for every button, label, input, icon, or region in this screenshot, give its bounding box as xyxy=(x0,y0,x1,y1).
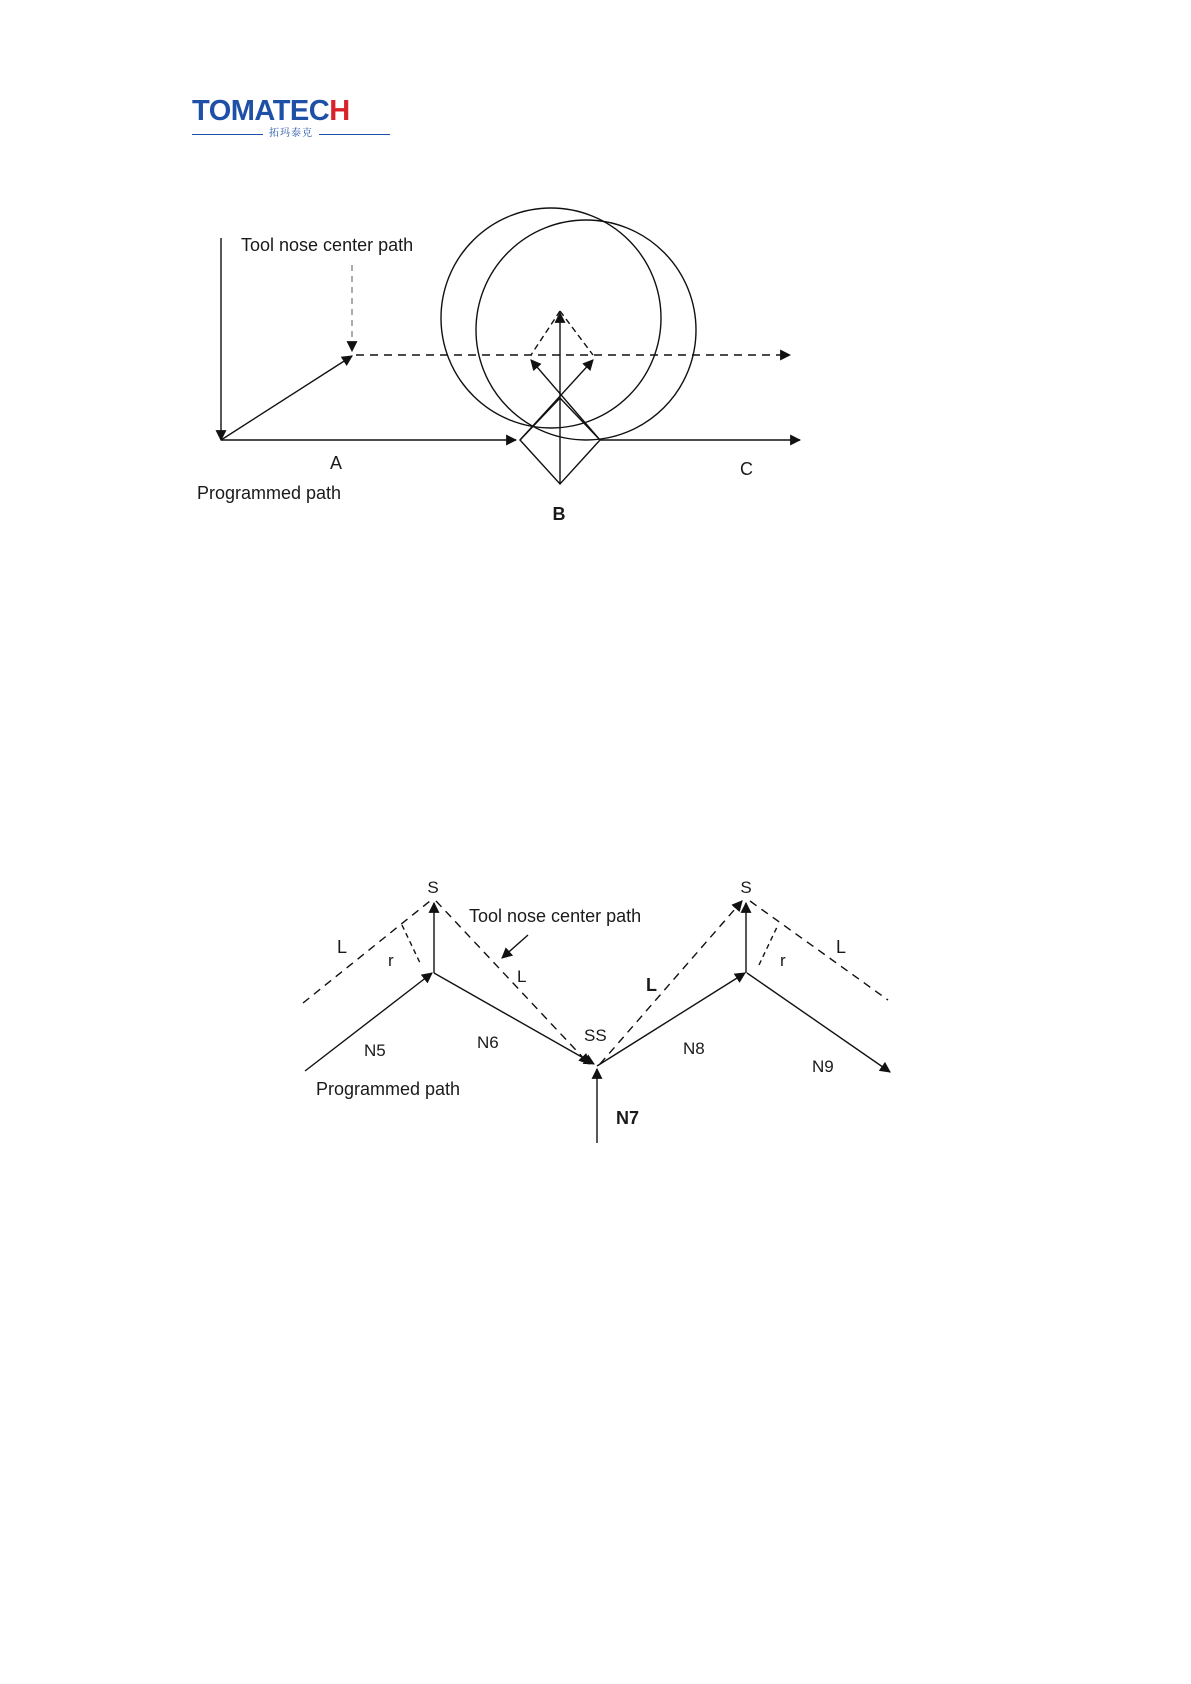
figure-1-labels xyxy=(197,235,753,524)
fig2-n9: N9 xyxy=(812,1057,834,1076)
fig1-label-c: C xyxy=(740,459,753,479)
fig2-s-right: S xyxy=(740,878,752,897)
logo-subtitle: 拓玛泰克 xyxy=(269,128,313,139)
fig2-l-right-inner: L xyxy=(646,975,657,995)
fig2-l-right-outer: L xyxy=(836,937,847,957)
fig2-n6: N6 xyxy=(477,1033,499,1052)
fig1-tool-circle-left xyxy=(441,208,661,428)
fig2-dashed-right-r xyxy=(759,925,778,965)
fig2-dashed-left-r xyxy=(402,925,421,965)
figure-2-labels xyxy=(316,878,846,1128)
fig2-dashed-left-outer xyxy=(303,901,430,1003)
fig2-n8-segment xyxy=(597,973,745,1066)
fig1-dashed-top-left xyxy=(531,311,560,355)
fig2-r-right: r xyxy=(780,951,786,970)
fig2-r-left: r xyxy=(388,951,394,970)
fig2-label-pointer xyxy=(502,935,528,958)
fig1-programmed-path-label: Programmed path xyxy=(197,483,342,503)
fig2-l-left-inner: L xyxy=(517,967,527,986)
fig2-n8: N8 xyxy=(683,1039,705,1058)
fig2-n5: N5 xyxy=(364,1041,386,1060)
fig1-label-a: A xyxy=(330,453,343,473)
fig1-startup-vector xyxy=(221,356,352,440)
fig1-tool-circle-right xyxy=(476,220,696,440)
fig2-tool-nose-label: Tool nose center path xyxy=(469,906,642,926)
fig1-label-b: B xyxy=(552,504,566,524)
fig2-dashed-right-outer xyxy=(750,901,888,1000)
figure-2 xyxy=(303,901,890,1143)
fig2-l-left-outer: L xyxy=(337,937,348,957)
fig2-n7: N7 xyxy=(616,1108,640,1128)
logo-wordmark: TOMATECH xyxy=(192,95,350,127)
fig2-s-left: S xyxy=(427,878,439,897)
fig2-programmed-path-label: Programmed path xyxy=(316,1079,461,1099)
fig1-tool-nose-label: Tool nose center path xyxy=(241,235,414,255)
fig2-n6-segment xyxy=(434,973,594,1064)
fig1-dashed-top-right xyxy=(560,311,593,355)
fig2-ss: SS xyxy=(584,1026,607,1045)
